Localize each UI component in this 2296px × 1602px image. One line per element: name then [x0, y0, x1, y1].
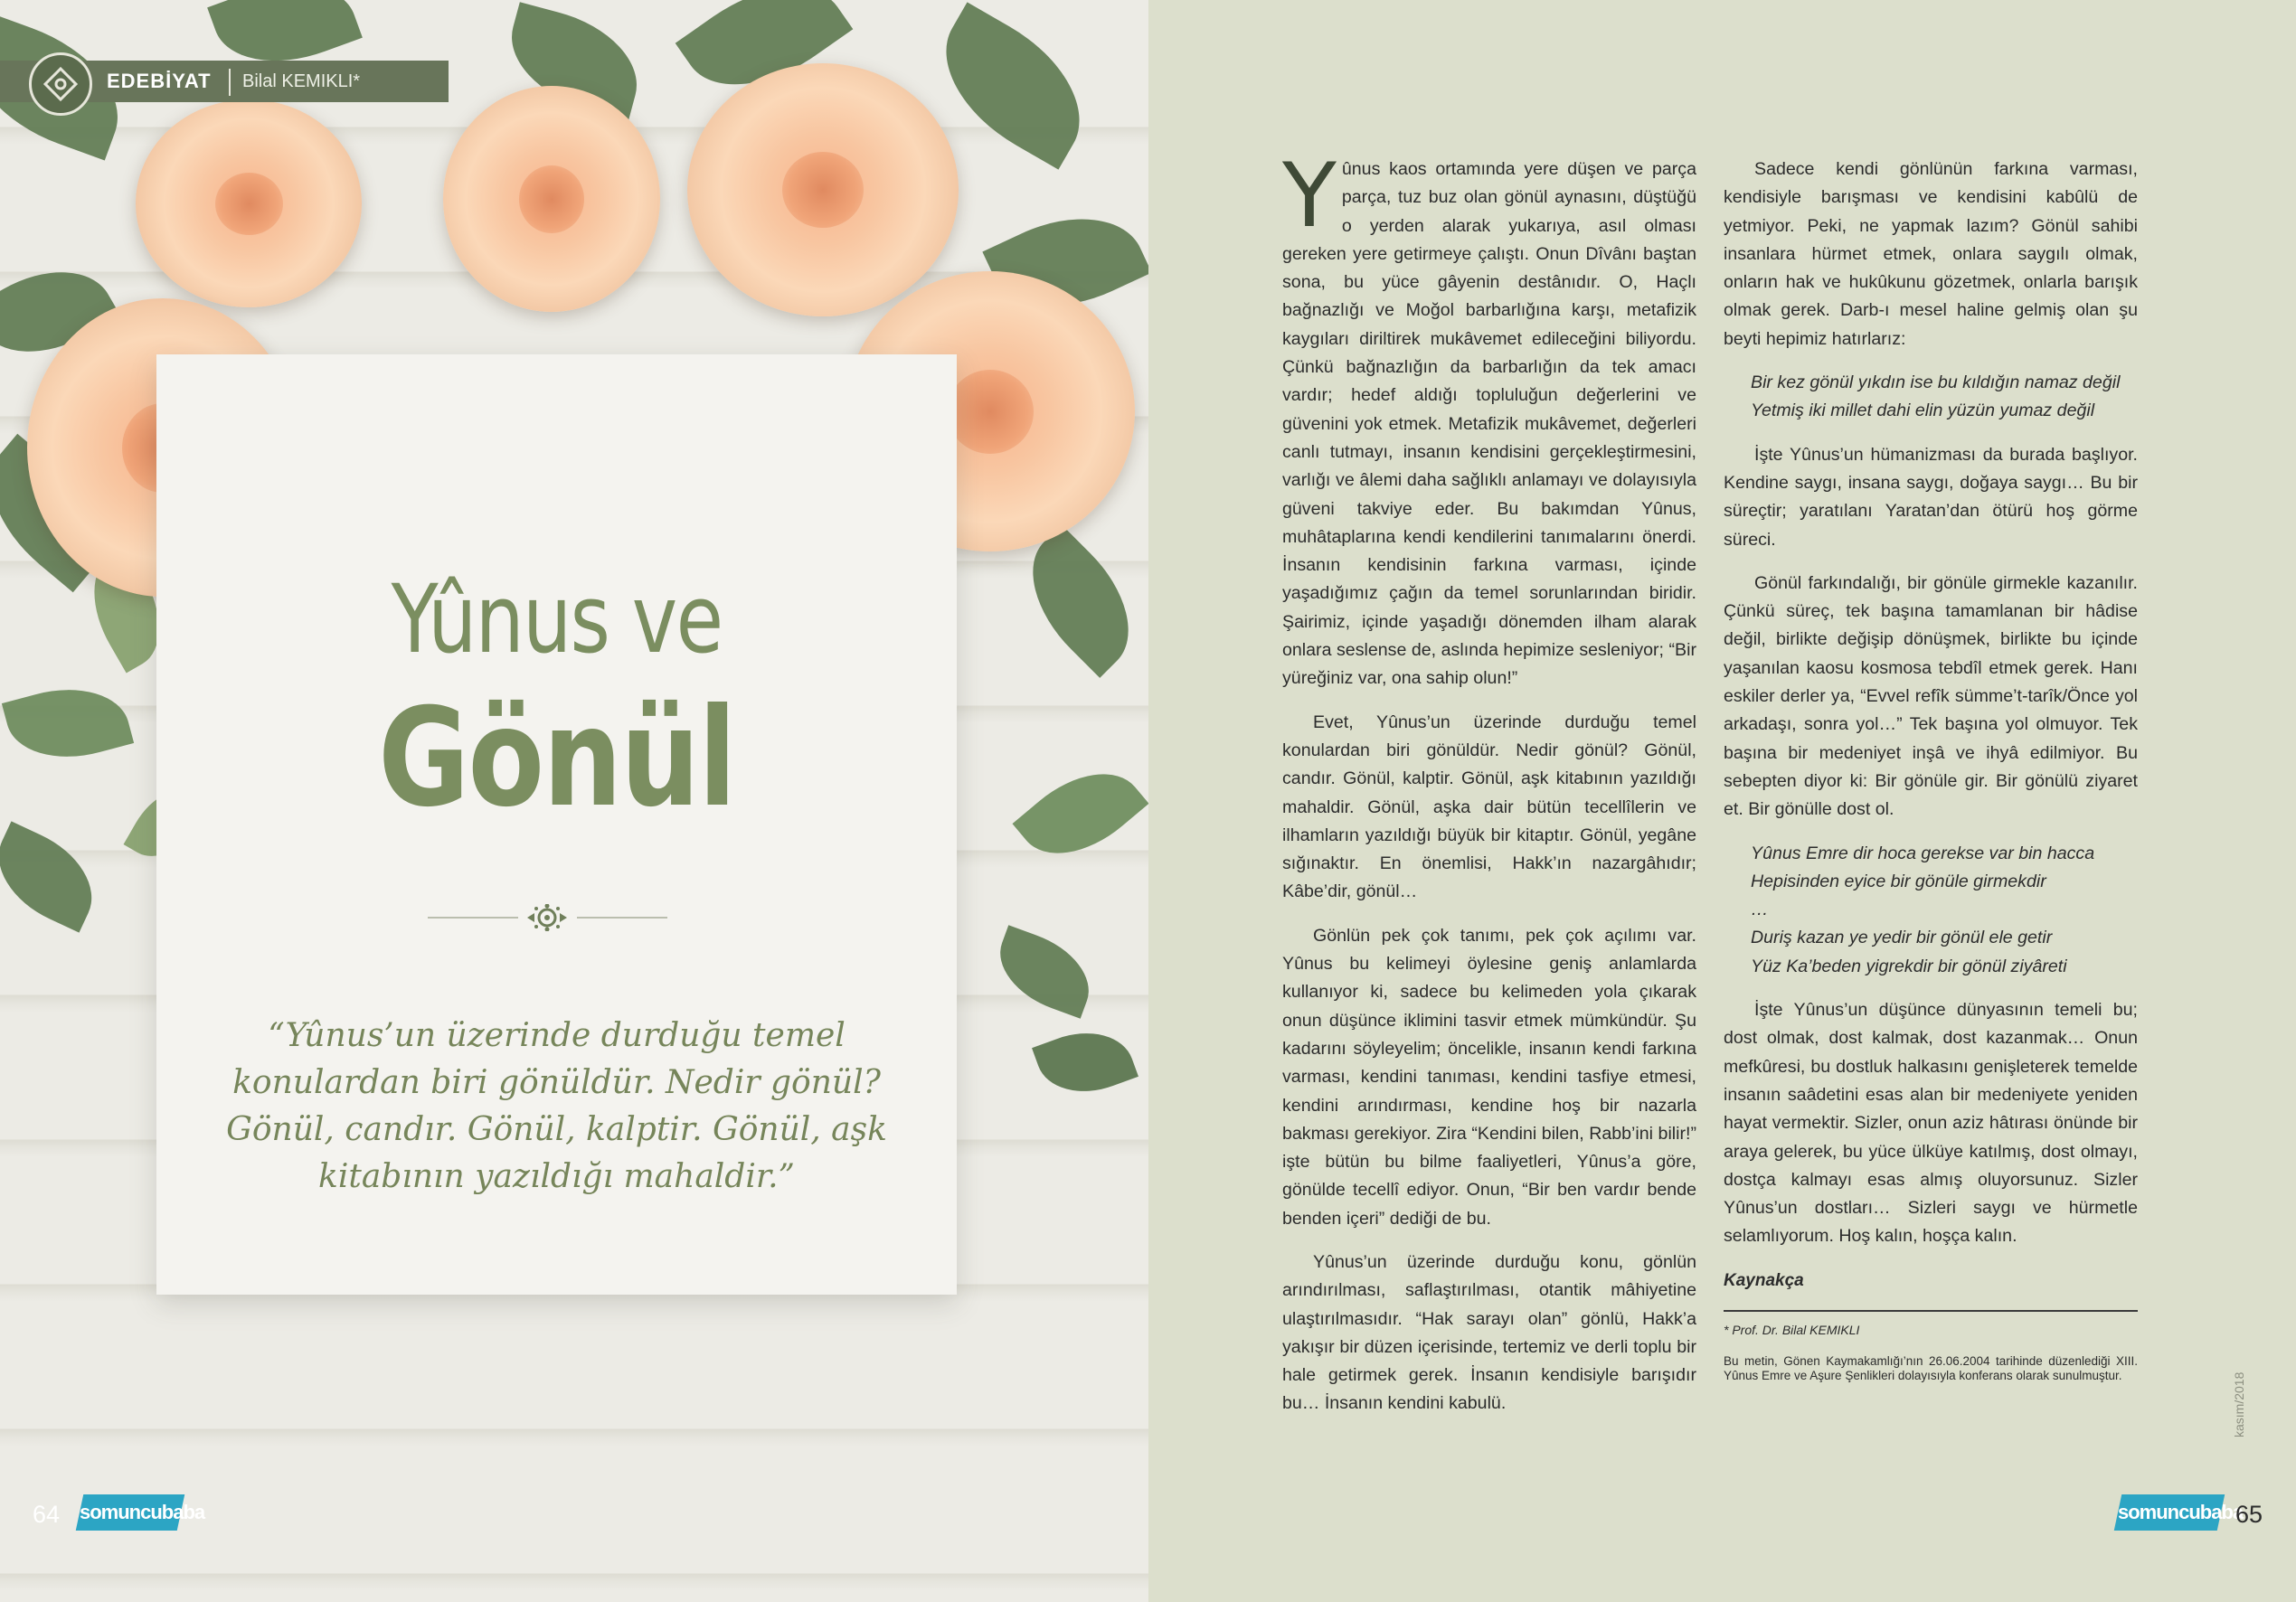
paragraph: Sadece kendi gönlünün farkına varması, kendisiyle barışması ve kendisini kabûlü de yetmiyor. Peki, ne yapmak lazım? Gönül sahibi insanlara hürmet etmek, onlara saygılı olmak, onların hak ve hukûkunu gözetmek, onlarla barışık olmak gerek. Darb-ı mesel haline gelmiş olan şu beyti hepimiz hatırlarız: — [1724, 159, 2138, 349]
paragraph: Gönlün pek çok tanımı, pek çok açılımı var. Yûnus bu kelimeyi öylesine geniş anlamlarda kullanıyor ki, sadece bu kelimeden yola çıkarak onun düşünce iklimini tasvir etmek mümkündür. Şu kadarını söyleyelim; öncelikle, insanın kendi farkına varması, kendini tanıması, kendini tasfiye etmesi, kendini arındırması, kendine hoş bir nazarla bakması gerekiyor. Zira “Kendini bilen, Rabb’ini bilir!” işte bütün bu bilme faaliyetleri, Yûnus’a göre, gönülde tecellî ediyor. Onun, “Bir ben vardır bende benden içeri” dediği de bu. — [1282, 925, 1696, 1229]
author-name: Bilal KEMIKLI* — [242, 71, 361, 91]
pull-quote: “Yûnus’un üzerinde durduğu temel konulardan biri gönüldür. Nedir gönül? Gönül, candır. Gönül, kalptir. Gönül, aşk kitabının yazıldığı mahaldir.” — [226, 1017, 887, 1195]
section-title: EDEBİYAT — [107, 70, 212, 92]
ornament-divider — [428, 904, 667, 931]
text-column-2 — [1724, 155, 2138, 1399]
brand-logo-right — [2114, 1494, 2244, 1531]
article-title-line1: Yûnus ve — [391, 564, 723, 674]
references-heading: Kaynakça — [1724, 1270, 1804, 1290]
paragraph: Gönül farkındalığı, bir gönüle girmekle kazanılır. Çünkü süreç, tek başına tamamlanan bir hâdise değil, birlikte değişip dönüşmek, birlikte bu içinde yaşanılan kaosu kosmosa tebdîl etmek gerek. Hanı eskiler derler ya, “Evvel refîk sümme’t-tarîk/Önce yol arkadaşı, sonra yol…” Tek başına yol olmuyor. Tek başına bir medeniyet inşâ ve ihyâ edilmiyor. Bu sebepten diyor ki: Bir gönüle gir. Bir gönülü ziyaret et. Bir gönülle dost ol. — [1724, 572, 2138, 820]
poem-stanza-1: Bir kez gönül yıkdın ise bu kıldığın namaz değil Yetmiş iki millet dahi elin yüzün yumaz değil — [1751, 372, 2121, 421]
references-rule — [1724, 1310, 2138, 1312]
page-number-right: 65 — [2235, 1501, 2263, 1528]
right-page — [1148, 0, 2296, 1602]
issue-date: kasım/2018 — [2232, 1371, 2246, 1437]
paragraph: Yûnus kaos ortamında yere düşen ve parça parça, tuz buz olan gönül aynasını, düştüğü o yerden alarak yukarıya, asıl olması gereken yere getirmeye çalıştı. Onun Dîvânı baştan sona, bu yüce gâyenin destânıdır. O, Haçlı bağnazlığı ve Moğol barbarlığına karşı, metafizik kaygıları diriltirek mukâvemet edileceğini biliyordu. Çünkü bağnazlığın da barbarlığın da tek amacı vardır; hedef aldığı topluluğun değerlerini ve güvenini yok etmek. Metafizik mukâvemet, değerleri canlı tutmayı, insanın kendisini gerçekleştirmesini, varlığı ve âlemi daha sağlıklı anlamayı ve dolayısıyla güveni takviye eder. Bu bakımdan Yûnus, muhâtaplarına kendi kendilerini tanımalarını önerdi. İnsanın kendisinin farkına varması, içinde yaşadığımız çağın da temel sorunlarından biridir. Şairimiz, içinde yaşadığı dönemden ilham alarak onlara seslense de, aslında hepimize sesleniyor; “Bir yüreğiniz var, ona sahip olun!” — [1282, 145, 1696, 689]
author-footnote: * Prof. Dr. Bilal KEMIKLI — [1724, 1322, 1860, 1337]
article-title-line2: Gönül — [378, 680, 735, 837]
paragraph: Evet, Yûnus’un üzerinde durduğu temel konulardan biri gönüldür. Nedir gönül? Gönül, candır. Gönül, kalptir. Gönül, aşk kitabının yazıldığı mahaldir. Gönül, aşka dair bütün tecellîlerin ve ilhamların yazıldığı büyük bir kitaptır. Gönül, yegâne sığınaktır. En önemlisi, Hakk’ın nazargâhıdır; Kâbe’dir, gönül… — [1282, 711, 1696, 902]
brand-logo-left — [76, 1494, 205, 1531]
drop-cap: Y — [1282, 145, 1337, 248]
paragraph: Yûnus’un üzerinde durduğu konu, gönlün arındırılması, saflaştırılması, otantik mâhiyetine ulaştırılmasıdır. “Hak sarayı olan” gönlü, Hakk’a yakışır bir düzen içerisinde, tertemiz ve derli toplu bir hale getirmek gerek. İnsanın kendisiyle barışıdır bu… İnsanın kendini kabulü. — [1282, 1251, 1696, 1414]
text-column-1 — [1282, 145, 1696, 1434]
section-separator — [229, 69, 231, 96]
paragraph: İşte Yûnus’un düşünce dünyasının temeli bu; dost olmak, dost kalmak, dost kazanmak… Onun mefkûresi, bu dostluk halkasını genişleterek temelde insanın saâdetini esas alan bir medeniyete yeniden hayat vermektir. Sizler, onun aziz hâtırası önünde bir araya gelerek, bu yüce ülküye katılmış, dost olmayı, dostça kalmayı esas almış oluyorsunuz. Sizler Yûnus’un dostları… Sizleri saygı ve hürmetle selamlıyorum. Hoş kalın, hoşça kalın. — [1724, 1000, 2138, 1247]
paragraph: İşte Yûnus’un hümanizması da burada başlıyor. Kendine saygı, insana saygı, doğaya saygı… Bu bir süreçtir; yaratılanı Yaratan’dan ötürü hoş görme süreci. — [1724, 444, 2138, 550]
title-card — [156, 354, 957, 1295]
page-number-left: 64 — [33, 1501, 61, 1528]
source-note: Bu metin, Gönen Kaymakamlığı’nın 26.06.2004 tarihinde düzenlediği XIII. Yûnus Emre ve Aşure Şenlikleri dolayısıyla konferans olarak sunulmuştur. — [1724, 1353, 2138, 1382]
brand-label: somuncubaba — [80, 1501, 205, 1523]
brand-label: somuncubaba — [2118, 1501, 2244, 1523]
poem-stanza-2: Yûnus Emre dir hoca gerekse var bin hacca Hepisinden eyice bir gönüle girmekdir … Duriş kazan ye yedir bir gönül ele getir Yüz Ka’beden yigrekdir bir gönül ziyâreti — [1751, 843, 2095, 976]
section-logo-icon — [29, 52, 92, 116]
